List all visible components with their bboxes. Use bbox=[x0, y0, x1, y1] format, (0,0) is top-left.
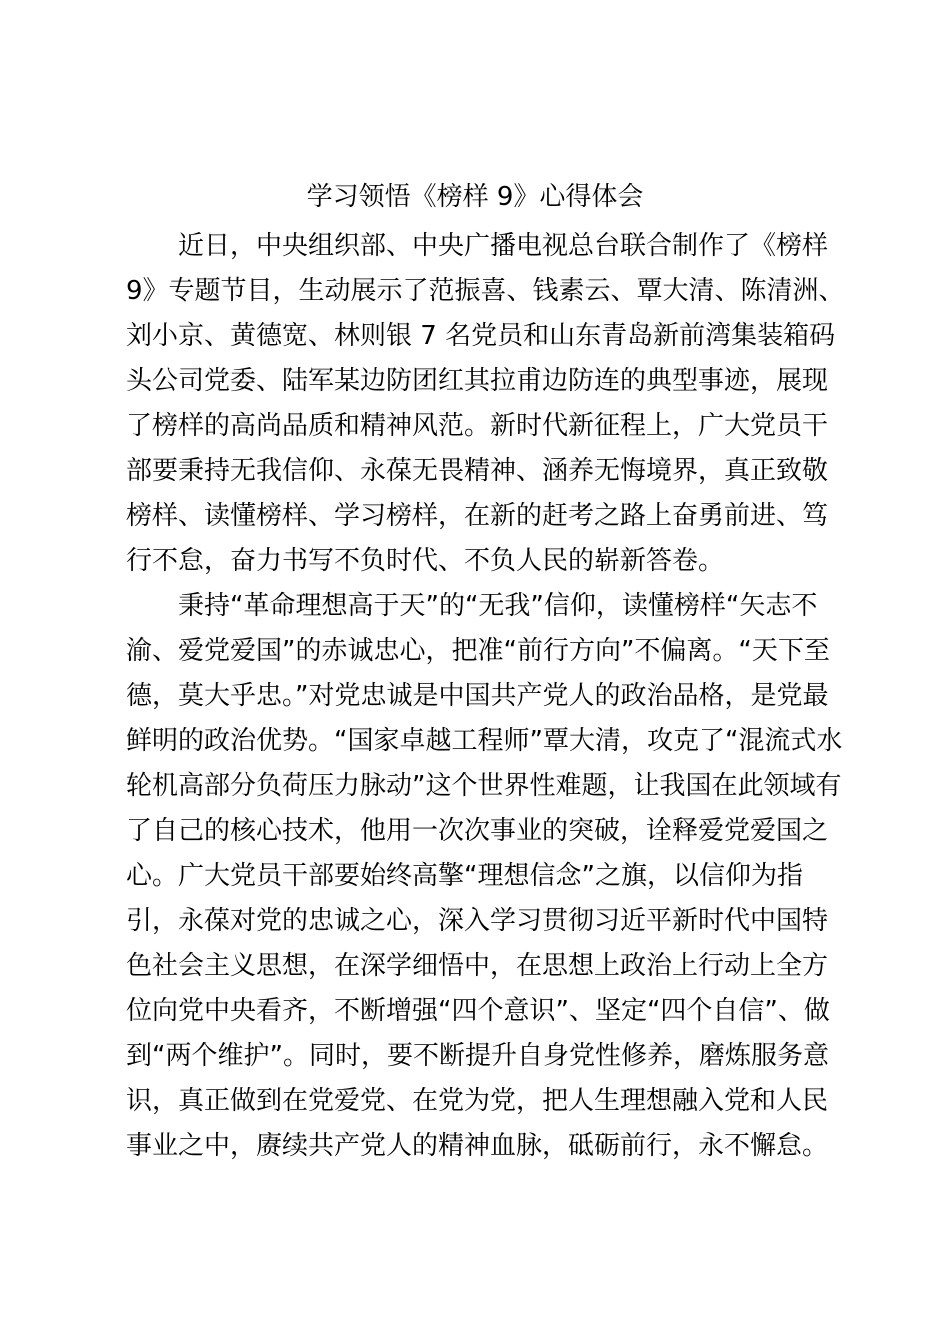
paragraph-1-line: 榜样、读懂榜样、学习榜样，在新的赶考之路上奋勇前进、笃 bbox=[126, 501, 829, 531]
paragraph-1-line: 9》专题节目，生动展示了范振喜、钱素云、覃大清、陈清洲、 bbox=[126, 276, 845, 306]
paragraph-1-line: 头公司党委、陆军某边防团红其拉甫边防连的典型事迹，展现 bbox=[126, 366, 829, 396]
paragraph-2-line: 德，莫大乎忠。”对党忠诚是中国共产党人的政治品格，是党最 bbox=[126, 681, 829, 711]
paragraph-2-line: 到“两个维护”。同时，要不断提升自身党性修养，磨炼服务意 bbox=[126, 1041, 829, 1071]
document-title: 学习领悟《榜样 9》心得体会 bbox=[306, 182, 644, 212]
paragraph-1-line: 刘小京、黄德宽、林则银 7 名党员和山东青岛新前湾集装箱码 bbox=[126, 321, 836, 351]
paragraph-2-line: 渝、爱党爱国”的赤诚忠心，把准“前行方向”不偏离。“天下至 bbox=[126, 636, 830, 666]
paragraph-2-line: 引，永葆对党的忠诚之心，深入学习贯彻习近平新时代中国特 bbox=[126, 906, 829, 936]
paragraph-2-line: 识，真正做到在党爱党、在党为党，把人生理想融入党和人民 bbox=[126, 1086, 829, 1116]
paragraph-1-line: 部要秉持无我信仰、永葆无畏精神、涵养无悔境界，真正致敬 bbox=[126, 456, 829, 486]
paragraph-2-line: 心。广大党员干部要始终高擎“理想信念”之旗，以信仰为指 bbox=[126, 861, 803, 891]
paragraph-2-line: 轮机高部分负荷压力脉动”这个世界性难题，让我国在此领域有 bbox=[126, 771, 842, 801]
paragraph-2-line: 事业之中，赓续共产党人的精神血脉，砥砺前行，永不懈怠。 bbox=[126, 1131, 829, 1161]
paragraph-2-line: 鲜明的政治优势。“国家卓越工程师”覃大清，攻克了“混流式水 bbox=[126, 726, 843, 756]
paragraph-1-line: 行不怠，奋力书写不负时代、不负人民的崭新答卷。 bbox=[126, 546, 725, 576]
paragraph-2-line: 色社会主义思想，在深学细悟中，在思想上政治上行动上全方 bbox=[126, 951, 829, 981]
paragraph-1-line: 近日，中央组织部、中央广播电视总台联合制作了《榜样 bbox=[178, 231, 829, 261]
paragraph-2-line: 位向党中央看齐，不断增强“四个意识”、坚定“四个自信”、做 bbox=[126, 996, 830, 1026]
paragraph-2-line: 秉持“革命理想高于天”的“无我”信仰，读懂榜样“矢志不 bbox=[178, 591, 818, 621]
paragraph-2-line: 了自己的核心技术，他用一次次事业的突破，诠释爱党爱国之 bbox=[126, 816, 829, 846]
paragraph-1-line: 了榜样的高尚品质和精神风范。新时代新征程上，广大党员干 bbox=[126, 411, 829, 441]
